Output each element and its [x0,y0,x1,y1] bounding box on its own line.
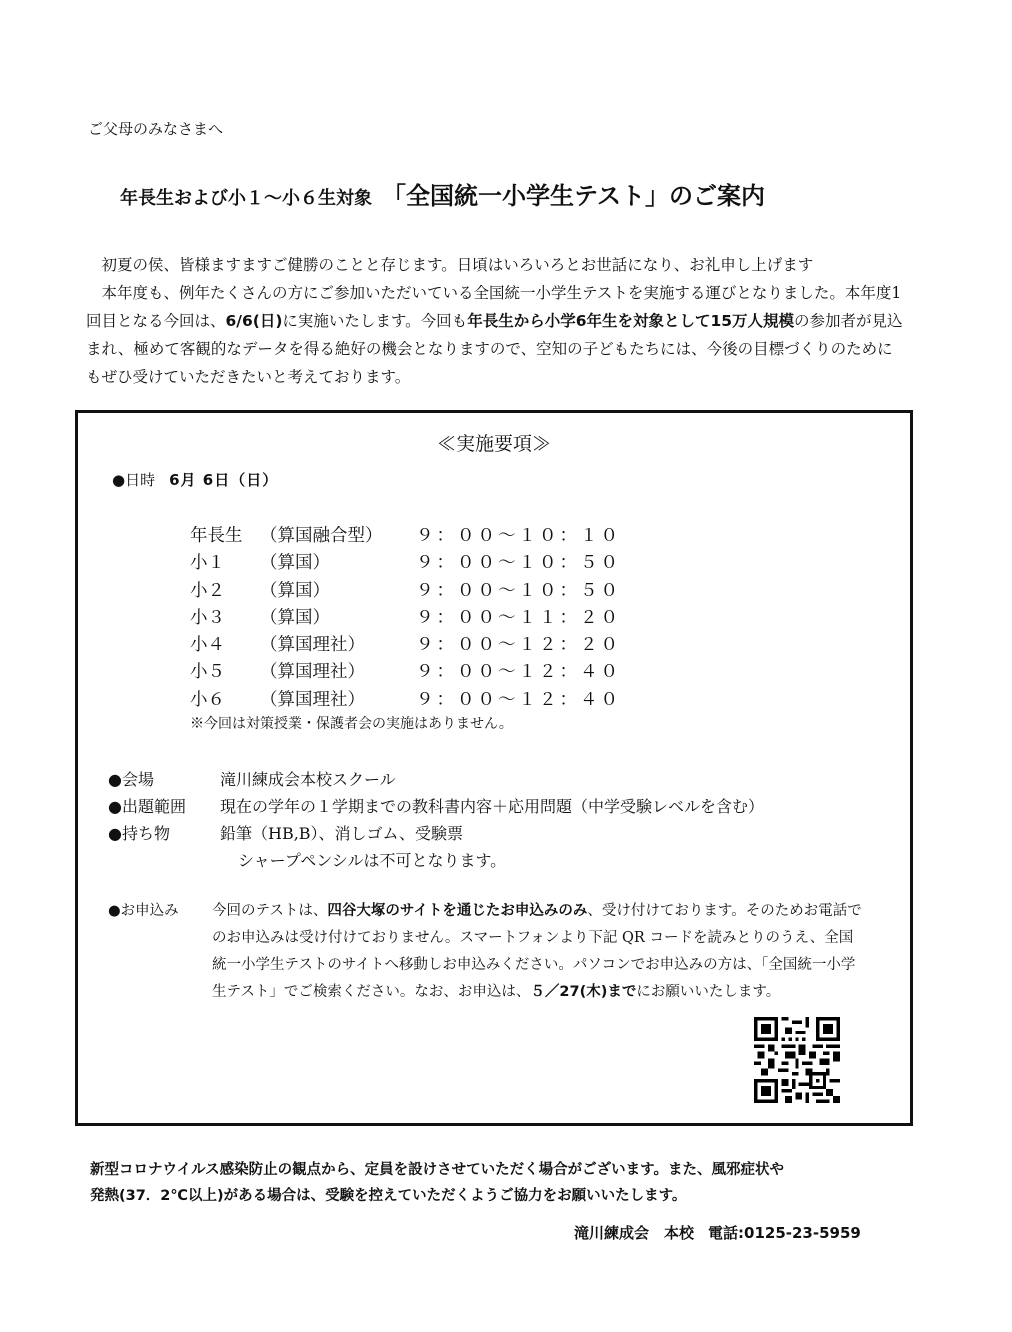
schedule-grade: 小６ [190,689,225,710]
schedule-time: ９：００～１０：５０ [416,553,621,574]
schedule-list [190,523,621,714]
apply-text-c: にお願いいたします。 [636,984,781,1000]
schedule-subjects: （算国理社） [260,689,365,710]
items-label: ●持ち物 [108,824,170,843]
scope-row [108,794,764,817]
page-title [120,176,765,211]
schedule-time: ９：００～１２：４０ [416,662,621,683]
intro-date: 6/6(日) [225,312,283,330]
intro-line1: 初夏の侯、皆様ますますご健勝のことと存じます。日頃はいろいろとお世話になり、お礼申し上げます [101,256,814,274]
apply-text-b: 、受け付けております。そのためお電話でのお申込みは受け付けておりません。スマートフォンより下記 QR コードを読みとりのうえ、全国統一小学生テストのサイトへ移動しお申込みください。パソコンでお申込みの方は、「全国統一小学生テスト」でご検索ください。なお、お申込は、 [212,903,862,1000]
notice-line2: 発熱(37．2℃以上)がある場合は、受験を控えていただくようご協力をお願いいたします。 [90,1188,687,1204]
schedule-row [190,687,621,714]
title-prefix: 年長生および小１～小６生対象 [120,188,372,209]
title-main: 「全国統一小学生テスト」のご案内 [382,182,766,210]
schedule-time: ９：００～１２：４０ [416,689,621,710]
schedule-row [190,659,621,686]
intro-target: 年長生から小学6年生を対象として15万人規模 [467,312,795,330]
venue-label: ●会場 [108,770,154,789]
schedule-grade: 小５ [190,662,225,683]
qr-code[interactable] [754,1017,840,1103]
apply-section [108,898,868,1006]
notice-line1: 新型コロナウイルス感染防止の観点から、定員を設けさせていただく場合がございます。また、風邪症状や [90,1162,784,1178]
contact-org: 滝川練成会 本校 [574,1224,695,1242]
scope-value: 現在の学年の１学期までの教科書内容＋応用問題（中学受験レベルを含む） [220,797,765,816]
apply-text-a: 今回のテストは、 [212,903,328,919]
schedule-row [190,632,621,659]
schedule-subjects: （算国理社） [260,635,365,656]
schedule-time: ９：００～１２：２０ [416,635,621,656]
qr-code-graphic [754,1017,840,1103]
details-box [75,410,913,1126]
greeting: ご父母のみなさまへ [88,120,224,138]
contact-info [574,1222,861,1243]
schedule-time: ９：００～１１：２０ [416,607,621,628]
contact-phone: 電話:0125-23-5959 [708,1224,861,1242]
items-value: 鉛筆（HB,B）、消しゴム、受験票 [220,824,464,843]
venue-row [108,767,396,790]
intro-p2-b: に実施いたします。今回も [282,312,468,330]
schedule-subjects: （算国融合型） [260,526,383,546]
date-label: ●日時 [112,471,156,489]
apply-bold: 四谷大塚のサイトを通じたお申込みのみ [327,903,588,919]
schedule-time: ９：００～１０：１０ [416,526,621,546]
schedule-subjects: （算国） [260,607,330,628]
schedule-time: ９：００～１０：５０ [416,580,621,601]
apply-text [212,898,862,1006]
intro-p2-a: 本年度も、例年たくさんの方にご参加いただいている全国統一小学生テストを実施する運びとなりました。本年度1回目となる今回は、 [86,284,902,330]
apply-label: ●お申込み [108,903,179,919]
date-row [112,469,278,490]
schedule-row [190,523,621,550]
schedule-subjects: （算国） [260,553,330,574]
schedule-row [190,578,621,605]
schedule-row [190,605,621,632]
schedule-grade: 年長生 [190,526,243,546]
date-value: 6月 6日（日） [169,471,279,489]
schedule-grade: 小１ [190,553,225,574]
items-note: シャープペンシルは不可となります。 [238,851,507,870]
box-title: ≪実施要項≫ [436,433,551,455]
schedule-subjects: （算国理社） [260,662,365,683]
intro-text [86,251,906,391]
schedule-grade: 小２ [190,580,225,601]
intro-p2-c: の参加者が見込まれ、極めて客観的なデータを得る絶好の機会となりますので、空知の子どもたちには、今後の目標づくりのためにもぜひ受けていただきたいと考えております。 [86,312,903,386]
scope-label: ●出題範囲 [108,797,186,816]
schedule-note: ※今回は対策授業・保護者会の実施はありません。 [190,716,513,732]
venue-value: 滝川練成会本校スクール [220,770,396,789]
schedule-row [190,550,621,577]
schedule-subjects: （算国） [260,580,330,601]
items-row [108,821,463,844]
apply-deadline: ５／27(木)まで [530,984,637,1000]
schedule-grade: 小３ [190,607,225,628]
notice-text [90,1157,920,1209]
schedule-grade: 小４ [190,635,225,656]
